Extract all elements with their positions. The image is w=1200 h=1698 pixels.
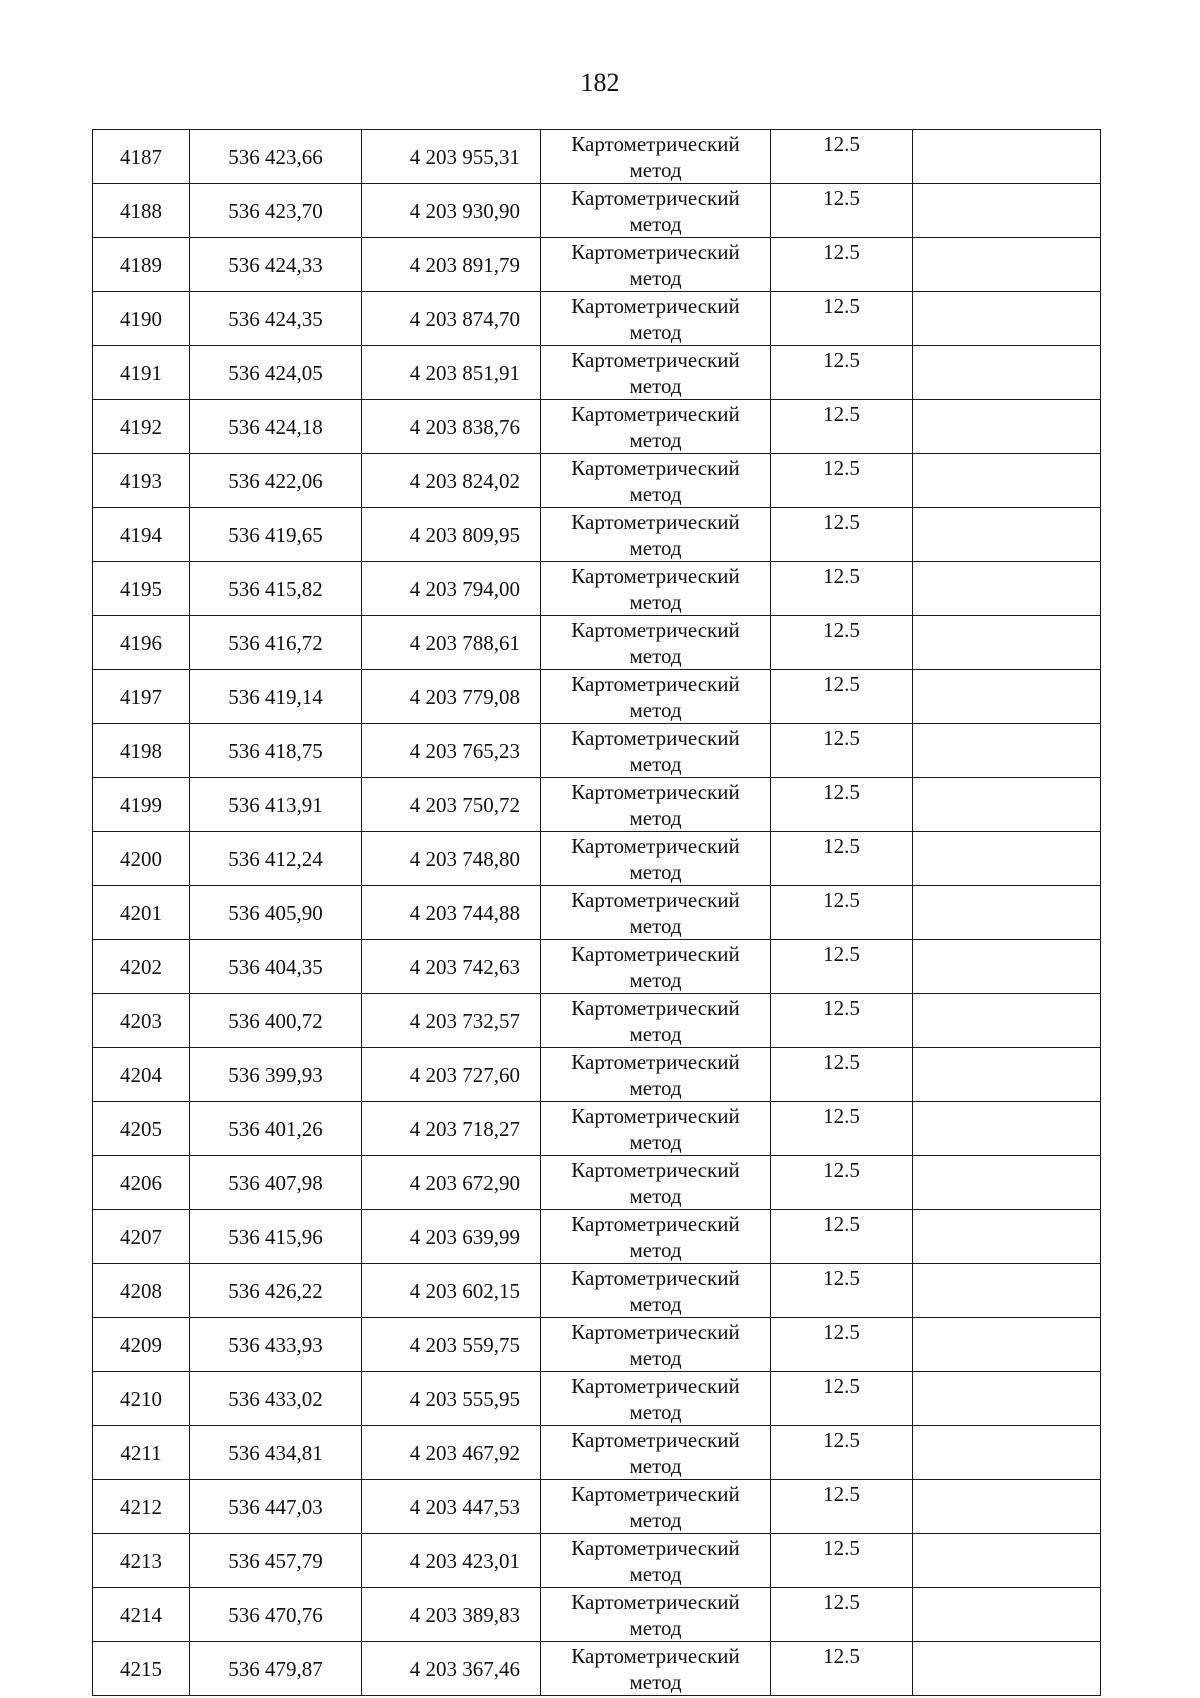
method-line-1: Картометрический	[571, 618, 740, 642]
y-coordinate-cell: 4 203 788,61	[362, 616, 541, 670]
y-coordinate-cell: 4 203 851,91	[362, 346, 541, 400]
point-number-cell: 4196	[93, 616, 190, 670]
table-row	[93, 616, 1101, 670]
method-line-2: метод	[629, 860, 682, 884]
x-coordinate-cell: 536 433,93	[190, 1318, 362, 1372]
point-number-cell: 4190	[93, 292, 190, 346]
point-number-cell: 4200	[93, 832, 190, 886]
table-row	[93, 1318, 1101, 1372]
table-row	[93, 562, 1101, 616]
note-cell	[913, 886, 1101, 940]
method-cell	[541, 724, 771, 778]
accuracy-cell: 12.5	[771, 1588, 913, 1642]
x-coordinate-cell: 536 424,33	[190, 238, 362, 292]
x-coordinate-cell: 536 426,22	[190, 1264, 362, 1318]
method-line-2: метод	[629, 428, 682, 452]
method-line-2: метод	[629, 1292, 682, 1316]
y-coordinate-cell: 4 203 602,15	[362, 1264, 541, 1318]
x-coordinate-cell: 536 447,03	[190, 1480, 362, 1534]
table-row	[93, 1534, 1101, 1588]
table-row	[93, 1588, 1101, 1642]
accuracy-cell: 12.5	[771, 1102, 913, 1156]
note-cell	[913, 994, 1101, 1048]
method-line-2: метод	[629, 482, 682, 506]
point-number-cell: 4203	[93, 994, 190, 1048]
method-line-1: Картометрический	[571, 672, 740, 696]
method-cell	[541, 400, 771, 454]
method-cell	[541, 994, 771, 1048]
method-line-2: метод	[629, 1508, 682, 1532]
point-number-cell: 4192	[93, 400, 190, 454]
y-coordinate-cell: 4 203 672,90	[362, 1156, 541, 1210]
table-row	[93, 1048, 1101, 1102]
note-cell	[913, 670, 1101, 724]
table-row	[93, 1480, 1101, 1534]
method-cell	[541, 1372, 771, 1426]
note-cell	[913, 1480, 1101, 1534]
x-coordinate-cell: 536 423,66	[190, 130, 362, 184]
note-cell	[913, 940, 1101, 994]
method-line-2: метод	[629, 1184, 682, 1208]
accuracy-cell: 12.5	[771, 508, 913, 562]
method-line-1: Картометрический	[571, 726, 740, 750]
note-cell	[913, 292, 1101, 346]
y-coordinate-cell: 4 203 555,95	[362, 1372, 541, 1426]
point-number-cell: 4213	[93, 1534, 190, 1588]
x-coordinate-cell: 536 422,06	[190, 454, 362, 508]
accuracy-cell: 12.5	[771, 940, 913, 994]
method-line-1: Картометрический	[571, 1050, 740, 1074]
method-line-2: метод	[629, 1400, 682, 1424]
y-coordinate-cell: 4 203 891,79	[362, 238, 541, 292]
point-number-cell: 4189	[93, 238, 190, 292]
note-cell	[913, 1048, 1101, 1102]
x-coordinate-cell: 536 479,87	[190, 1642, 362, 1696]
note-cell	[913, 562, 1101, 616]
note-cell	[913, 1534, 1101, 1588]
method-line-2: метод	[629, 1238, 682, 1262]
method-line-2: метод	[629, 1454, 682, 1478]
accuracy-cell: 12.5	[771, 670, 913, 724]
page-number: 182	[580, 68, 620, 97]
y-coordinate-cell: 4 203 389,83	[362, 1588, 541, 1642]
table-row	[93, 994, 1101, 1048]
y-coordinate-cell: 4 203 423,01	[362, 1534, 541, 1588]
note-cell	[913, 238, 1101, 292]
note-cell	[913, 778, 1101, 832]
method-line-1: Картометрический	[571, 240, 740, 264]
note-cell	[913, 616, 1101, 670]
x-coordinate-cell: 536 399,93	[190, 1048, 362, 1102]
y-coordinate-cell: 4 203 930,90	[362, 184, 541, 238]
accuracy-cell: 12.5	[771, 616, 913, 670]
y-coordinate-cell: 4 203 727,60	[362, 1048, 541, 1102]
point-number-cell: 4207	[93, 1210, 190, 1264]
point-number-cell: 4206	[93, 1156, 190, 1210]
accuracy-cell: 12.5	[771, 1156, 913, 1210]
point-number-cell: 4204	[93, 1048, 190, 1102]
note-cell	[913, 346, 1101, 400]
point-number-cell: 4209	[93, 1318, 190, 1372]
x-coordinate-cell: 536 407,98	[190, 1156, 362, 1210]
method-line-1: Картометрический	[571, 1536, 740, 1560]
y-coordinate-cell: 4 203 367,46	[362, 1642, 541, 1696]
x-coordinate-cell: 536 412,24	[190, 832, 362, 886]
table-row	[93, 508, 1101, 562]
accuracy-cell: 12.5	[771, 292, 913, 346]
method-line-1: Картометрический	[571, 1428, 740, 1452]
method-line-2: метод	[629, 914, 682, 938]
method-line-1: Картометрический	[571, 1266, 740, 1290]
table-row	[93, 1210, 1101, 1264]
accuracy-cell: 12.5	[771, 994, 913, 1048]
method-cell	[541, 1426, 771, 1480]
point-number-cell: 4211	[93, 1426, 190, 1480]
accuracy-cell: 12.5	[771, 400, 913, 454]
method-line-1: Картометрический	[571, 1320, 740, 1344]
y-coordinate-cell: 4 203 742,63	[362, 940, 541, 994]
table-row	[93, 670, 1101, 724]
method-line-2: метод	[629, 698, 682, 722]
note-cell	[913, 1318, 1101, 1372]
coordinates-table	[92, 129, 1101, 1696]
accuracy-cell: 12.5	[771, 1318, 913, 1372]
note-cell	[913, 1264, 1101, 1318]
table-row	[93, 1102, 1101, 1156]
method-line-1: Картометрический	[571, 942, 740, 966]
method-line-2: метод	[629, 968, 682, 992]
x-coordinate-cell: 536 423,70	[190, 184, 362, 238]
x-coordinate-cell: 536 470,76	[190, 1588, 362, 1642]
accuracy-cell: 12.5	[771, 1372, 913, 1426]
point-number-cell: 4205	[93, 1102, 190, 1156]
method-cell	[541, 508, 771, 562]
method-line-2: метод	[629, 752, 682, 776]
method-line-1: Картометрический	[571, 402, 740, 426]
table-row	[93, 130, 1101, 184]
note-cell	[913, 400, 1101, 454]
method-cell	[541, 1480, 771, 1534]
table-row	[93, 1426, 1101, 1480]
method-cell	[541, 616, 771, 670]
accuracy-cell: 12.5	[771, 1534, 913, 1588]
x-coordinate-cell: 536 424,35	[190, 292, 362, 346]
table-row	[93, 184, 1101, 238]
x-coordinate-cell: 536 418,75	[190, 724, 362, 778]
note-cell	[913, 1156, 1101, 1210]
method-line-1: Картометрический	[571, 1104, 740, 1128]
method-line-1: Картометрический	[571, 564, 740, 588]
note-cell	[913, 724, 1101, 778]
table-row	[93, 832, 1101, 886]
method-cell	[541, 346, 771, 400]
accuracy-cell: 12.5	[771, 238, 913, 292]
x-coordinate-cell: 536 415,96	[190, 1210, 362, 1264]
point-number-cell: 4197	[93, 670, 190, 724]
x-coordinate-cell: 536 416,72	[190, 616, 362, 670]
table-row	[93, 1156, 1101, 1210]
method-cell	[541, 832, 771, 886]
accuracy-cell: 12.5	[771, 724, 913, 778]
method-line-1: Картометрический	[571, 780, 740, 804]
y-coordinate-cell: 4 203 955,31	[362, 130, 541, 184]
table-row	[93, 1264, 1101, 1318]
method-line-2: метод	[629, 212, 682, 236]
accuracy-cell: 12.5	[771, 1480, 913, 1534]
method-line-2: метод	[629, 806, 682, 830]
y-coordinate-cell: 4 203 748,80	[362, 832, 541, 886]
method-line-2: метод	[629, 266, 682, 290]
method-line-2: метод	[629, 320, 682, 344]
point-number-cell: 4201	[93, 886, 190, 940]
method-cell	[541, 454, 771, 508]
method-cell	[541, 292, 771, 346]
accuracy-cell: 12.5	[771, 1642, 913, 1696]
y-coordinate-cell: 4 203 447,53	[362, 1480, 541, 1534]
table-row	[93, 292, 1101, 346]
y-coordinate-cell: 4 203 824,02	[362, 454, 541, 508]
x-coordinate-cell: 536 405,90	[190, 886, 362, 940]
table-row	[93, 940, 1101, 994]
table-row	[93, 400, 1101, 454]
x-coordinate-cell: 536 457,79	[190, 1534, 362, 1588]
method-line-2: метод	[629, 374, 682, 398]
coordinates-table-body	[93, 130, 1101, 1696]
method-line-1: Картометрический	[571, 834, 740, 858]
y-coordinate-cell: 4 203 639,99	[362, 1210, 541, 1264]
method-cell	[541, 184, 771, 238]
accuracy-cell: 12.5	[771, 130, 913, 184]
method-line-2: метод	[629, 1562, 682, 1586]
method-line-2: метод	[629, 1616, 682, 1640]
method-cell	[541, 1210, 771, 1264]
method-line-1: Картометрический	[571, 1644, 740, 1668]
method-cell	[541, 238, 771, 292]
y-coordinate-cell: 4 203 559,75	[362, 1318, 541, 1372]
table-row	[93, 346, 1101, 400]
accuracy-cell: 12.5	[771, 562, 913, 616]
method-line-1: Картометрический	[571, 132, 740, 156]
y-coordinate-cell: 4 203 794,00	[362, 562, 541, 616]
method-cell	[541, 940, 771, 994]
table-row	[93, 1372, 1101, 1426]
method-cell	[541, 1156, 771, 1210]
y-coordinate-cell: 4 203 732,57	[362, 994, 541, 1048]
x-coordinate-cell: 536 404,35	[190, 940, 362, 994]
note-cell	[913, 832, 1101, 886]
point-number-cell: 4212	[93, 1480, 190, 1534]
note-cell	[913, 1102, 1101, 1156]
x-coordinate-cell: 536 424,18	[190, 400, 362, 454]
x-coordinate-cell: 536 424,05	[190, 346, 362, 400]
method-line-1: Картометрический	[571, 996, 740, 1020]
y-coordinate-cell: 4 203 838,76	[362, 400, 541, 454]
method-cell	[541, 1264, 771, 1318]
table-row	[93, 1642, 1101, 1696]
method-line-1: Картометрический	[571, 294, 740, 318]
method-line-1: Картометрический	[571, 510, 740, 534]
method-line-1: Картометрический	[571, 1158, 740, 1182]
method-line-2: метод	[629, 536, 682, 560]
y-coordinate-cell: 4 203 744,88	[362, 886, 541, 940]
point-number-cell: 4199	[93, 778, 190, 832]
point-number-cell: 4214	[93, 1588, 190, 1642]
note-cell	[913, 1642, 1101, 1696]
x-coordinate-cell: 536 415,82	[190, 562, 362, 616]
point-number-cell: 4195	[93, 562, 190, 616]
method-line-2: метод	[629, 1022, 682, 1046]
point-number-cell: 4188	[93, 184, 190, 238]
method-line-2: метод	[629, 1130, 682, 1154]
note-cell	[913, 508, 1101, 562]
method-cell	[541, 1642, 771, 1696]
accuracy-cell: 12.5	[771, 1264, 913, 1318]
accuracy-cell: 12.5	[771, 886, 913, 940]
accuracy-cell: 12.5	[771, 832, 913, 886]
note-cell	[913, 130, 1101, 184]
table-row	[93, 886, 1101, 940]
point-number-cell: 4208	[93, 1264, 190, 1318]
x-coordinate-cell: 536 419,65	[190, 508, 362, 562]
x-coordinate-cell: 536 401,26	[190, 1102, 362, 1156]
method-cell	[541, 778, 771, 832]
method-cell	[541, 1318, 771, 1372]
method-cell	[541, 1048, 771, 1102]
y-coordinate-cell: 4 203 750,72	[362, 778, 541, 832]
x-coordinate-cell: 536 400,72	[190, 994, 362, 1048]
x-coordinate-cell: 536 434,81	[190, 1426, 362, 1480]
point-number-cell: 4202	[93, 940, 190, 994]
accuracy-cell: 12.5	[771, 1426, 913, 1480]
method-line-1: Картометрический	[571, 186, 740, 210]
point-number-cell: 4187	[93, 130, 190, 184]
point-number-cell: 4215	[93, 1642, 190, 1696]
method-cell	[541, 670, 771, 724]
method-line-2: метод	[629, 590, 682, 614]
note-cell	[913, 454, 1101, 508]
accuracy-cell: 12.5	[771, 184, 913, 238]
y-coordinate-cell: 4 203 779,08	[362, 670, 541, 724]
method-cell	[541, 1534, 771, 1588]
x-coordinate-cell: 536 413,91	[190, 778, 362, 832]
y-coordinate-cell: 4 203 718,27	[362, 1102, 541, 1156]
y-coordinate-cell: 4 203 467,92	[362, 1426, 541, 1480]
method-line-1: Картометрический	[571, 456, 740, 480]
method-line-2: метод	[629, 1670, 682, 1694]
method-line-2: метод	[629, 1076, 682, 1100]
note-cell	[913, 1426, 1101, 1480]
point-number-cell: 4194	[93, 508, 190, 562]
method-line-1: Картометрический	[571, 1482, 740, 1506]
note-cell	[913, 1588, 1101, 1642]
method-line-1: Картометрический	[571, 888, 740, 912]
point-number-cell: 4198	[93, 724, 190, 778]
accuracy-cell: 12.5	[771, 1048, 913, 1102]
point-number-cell: 4191	[93, 346, 190, 400]
point-number-cell: 4210	[93, 1372, 190, 1426]
method-line-1: Картометрический	[571, 1374, 740, 1398]
y-coordinate-cell: 4 203 765,23	[362, 724, 541, 778]
x-coordinate-cell: 536 433,02	[190, 1372, 362, 1426]
method-line-2: метод	[629, 158, 682, 182]
method-cell	[541, 886, 771, 940]
method-line-2: метод	[629, 1346, 682, 1370]
method-line-1: Картометрический	[571, 1590, 740, 1614]
method-line-1: Картометрический	[571, 348, 740, 372]
note-cell	[913, 184, 1101, 238]
method-cell	[541, 1588, 771, 1642]
point-number-cell: 4193	[93, 454, 190, 508]
table-row	[93, 238, 1101, 292]
method-cell	[541, 130, 771, 184]
table-row	[93, 724, 1101, 778]
note-cell	[913, 1372, 1101, 1426]
y-coordinate-cell: 4 203 874,70	[362, 292, 541, 346]
accuracy-cell: 12.5	[771, 1210, 913, 1264]
method-line-2: метод	[629, 644, 682, 668]
method-cell	[541, 1102, 771, 1156]
method-cell	[541, 562, 771, 616]
table-row	[93, 454, 1101, 508]
accuracy-cell: 12.5	[771, 454, 913, 508]
method-line-1: Картометрический	[571, 1212, 740, 1236]
y-coordinate-cell: 4 203 809,95	[362, 508, 541, 562]
note-cell	[913, 1210, 1101, 1264]
accuracy-cell: 12.5	[771, 346, 913, 400]
table-row	[93, 778, 1101, 832]
accuracy-cell: 12.5	[771, 778, 913, 832]
x-coordinate-cell: 536 419,14	[190, 670, 362, 724]
